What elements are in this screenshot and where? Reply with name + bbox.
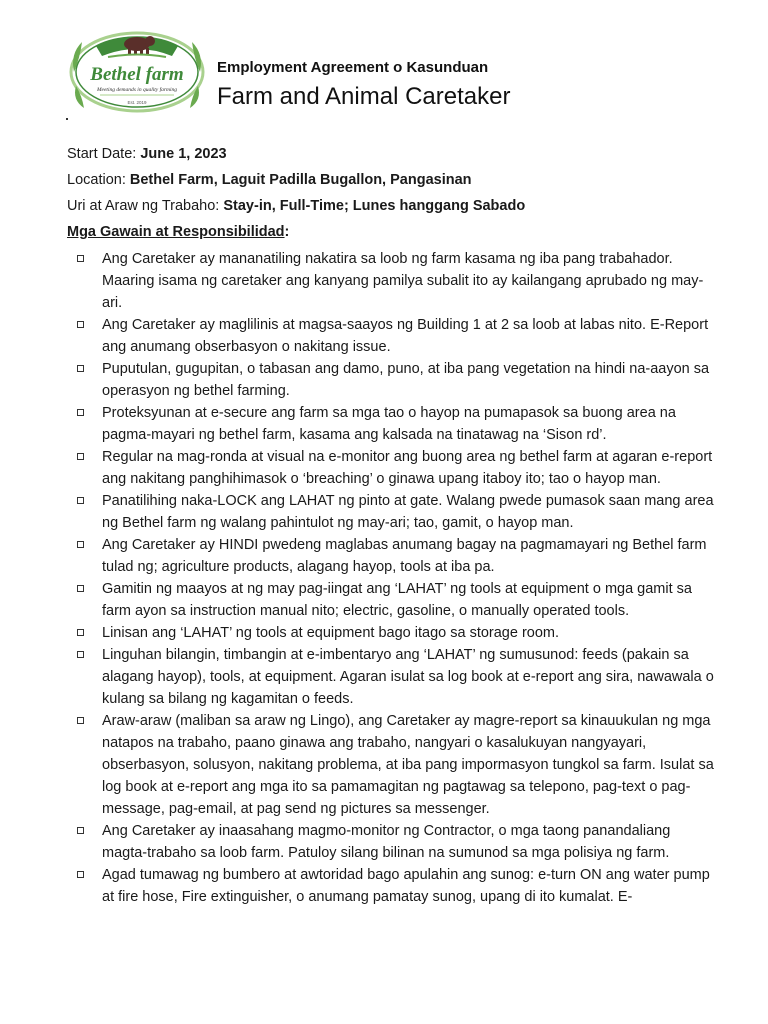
list-item: Regular na mag-ronda at visual na e-monitor ang buong area ng bethel farm at agaran e-report ang nakitang panghihimasok o ‘breaching’ o ginawa upang itaboy ito; tao o hayop man. — [75, 446, 715, 490]
list-item: Ang Caretaker ay HINDI pwedeng maglabas anumang bagay na pagmamayari ng Bethel farm tulad ng; agriculture products, alagang hayop, tools at iba pa. — [75, 534, 715, 578]
checkbox-bullet-icon — [77, 321, 84, 328]
work-type-line — [67, 198, 525, 214]
checkbox-bullet-icon — [77, 409, 84, 416]
list-item: Puputulan, gugupitan, o tabasan ang damo, puno, at iba pang vegetation na hindi na-aayon sa operasyon ng bethel farming. — [75, 358, 715, 402]
work-type-label: Uri at Araw ng Trabaho: — [67, 198, 224, 214]
stray-dot — [66, 118, 68, 120]
list-item: Gamitin ng maayos at ng may pag-iingat ang ‘LAHAT’ ng tools at equipment o mga gamit sa farm ayon sa instruction manual nito; electric, gasoline, o manually operated tools. — [75, 578, 715, 622]
start-date-line — [67, 146, 227, 162]
start-date-label: Start Date: — [67, 146, 141, 162]
checkbox-bullet-icon — [77, 255, 84, 262]
work-type-value: Stay-in, Full-Time; Lunes hanggang Sabado — [223, 198, 526, 214]
document-title: Farm and Animal Caretaker — [217, 83, 511, 110]
checkbox-bullet-icon — [77, 365, 84, 372]
logo-brand-text: Bethel farm — [90, 64, 184, 85]
list-item: Ang Caretaker ay inaasahang magmo-monitor ng Contractor, o mga taong panandaliang magta-trabaho sa loob farm. Patuloy silang bilinan na sumunod sa mga polisiya ng farm. — [75, 820, 715, 864]
duties-list — [75, 248, 715, 908]
list-item: Linguhan bilangin, timbangin at e-imbentaryo ang ‘LAHAT’ ng sumusunod: feeds (pakain sa alagang hayop), tools, at equipment. Agaran isulat sa log book at e-report ang sira, nawawala o kulang sa bilang ng kagamitan o feeds. — [75, 644, 715, 710]
start-date-value: June 1, 2023 — [140, 146, 227, 162]
checkbox-bullet-icon — [77, 871, 84, 878]
list-item: Ang Caretaker ay maglilinis at magsa-saayos ng Building 1 at 2 sa loob at labas nito. E-Report ang anumang obserbasyon o nakitang issue. — [75, 314, 715, 358]
location-line — [67, 172, 472, 188]
checkbox-bullet-icon — [77, 585, 84, 592]
section-title — [67, 224, 289, 240]
logo-established: Est. 2019 — [127, 100, 147, 105]
checkbox-bullet-icon — [77, 651, 84, 658]
checkbox-bullet-icon — [77, 541, 84, 548]
checkbox-bullet-icon — [77, 827, 84, 834]
checkbox-bullet-icon — [77, 453, 84, 460]
list-item: Linisan ang ‘LAHAT’ ng tools at equipment bago itago sa storage room. — [75, 622, 715, 644]
document-subtitle: Employment Agreement o Kasunduan — [217, 59, 489, 76]
checkbox-bullet-icon — [77, 497, 84, 504]
logo-tagline: Meeting demands in quality farming — [96, 87, 178, 93]
list-item: Araw-araw (maliban sa araw ng Lingo), ang Caretaker ay magre-report sa kinauukulan ng mga natapos na trabaho, paano ginawa ang trabaho, nangyari o kasalukuyan nangyayari, obserbasyon, solusyon, nakitang problema, at iba pang impormasyon tungkol sa farm. Isulat sa log book at e-report ang mga ito sa pamamagitan ng pagtawag sa telepono, pag-text o pag-message, pag-email, at pag send ng pictures sa messenger. — [75, 710, 715, 820]
checkbox-bullet-icon — [77, 629, 84, 636]
list-item: Ang Caretaker ay mananatiling nakatira sa loob ng farm kasama ng iba pang trabahador. Maaring isama ng caretaker ang kanyang pamilya subalit ito ay kailangang aprubado ng may-ari. — [75, 248, 715, 314]
list-item: Panatilihing naka-LOCK ang LAHAT ng pinto at gate. Walang pwede pumasok saan mang area ng Bethel farm ng walang pahintulot ng may-ari; tao, gamit, o hayop man. — [75, 490, 715, 534]
section-title-colon: : — [284, 224, 290, 240]
checkbox-bullet-icon — [77, 717, 84, 724]
location-label: Location: — [67, 172, 130, 188]
section-title-text: Mga Gawain at Responsibilidad — [67, 224, 285, 240]
pig-farm-logo-icon — [68, 24, 206, 114]
list-item: Agad tumawag ng bumbero at awtoridad bago apulahin ang sunog: e-turn ON ang water pump at fire hose, Fire extinguisher, o anumang pamatay sunog, upang di ito kumalat. E- — [75, 864, 715, 908]
list-item: Proteksyunan at e-secure ang farm sa mga tao o hayop na pumapasok sa buong area na pagma-mayari ng bethel farm, kasama ang kalsada na tinatawag na ‘Sison rd’. — [75, 402, 715, 446]
bethel-farm-logo — [68, 24, 206, 114]
location-value: Bethel Farm, Laguit Padilla Bugallon, Pangasinan — [129, 172, 472, 188]
